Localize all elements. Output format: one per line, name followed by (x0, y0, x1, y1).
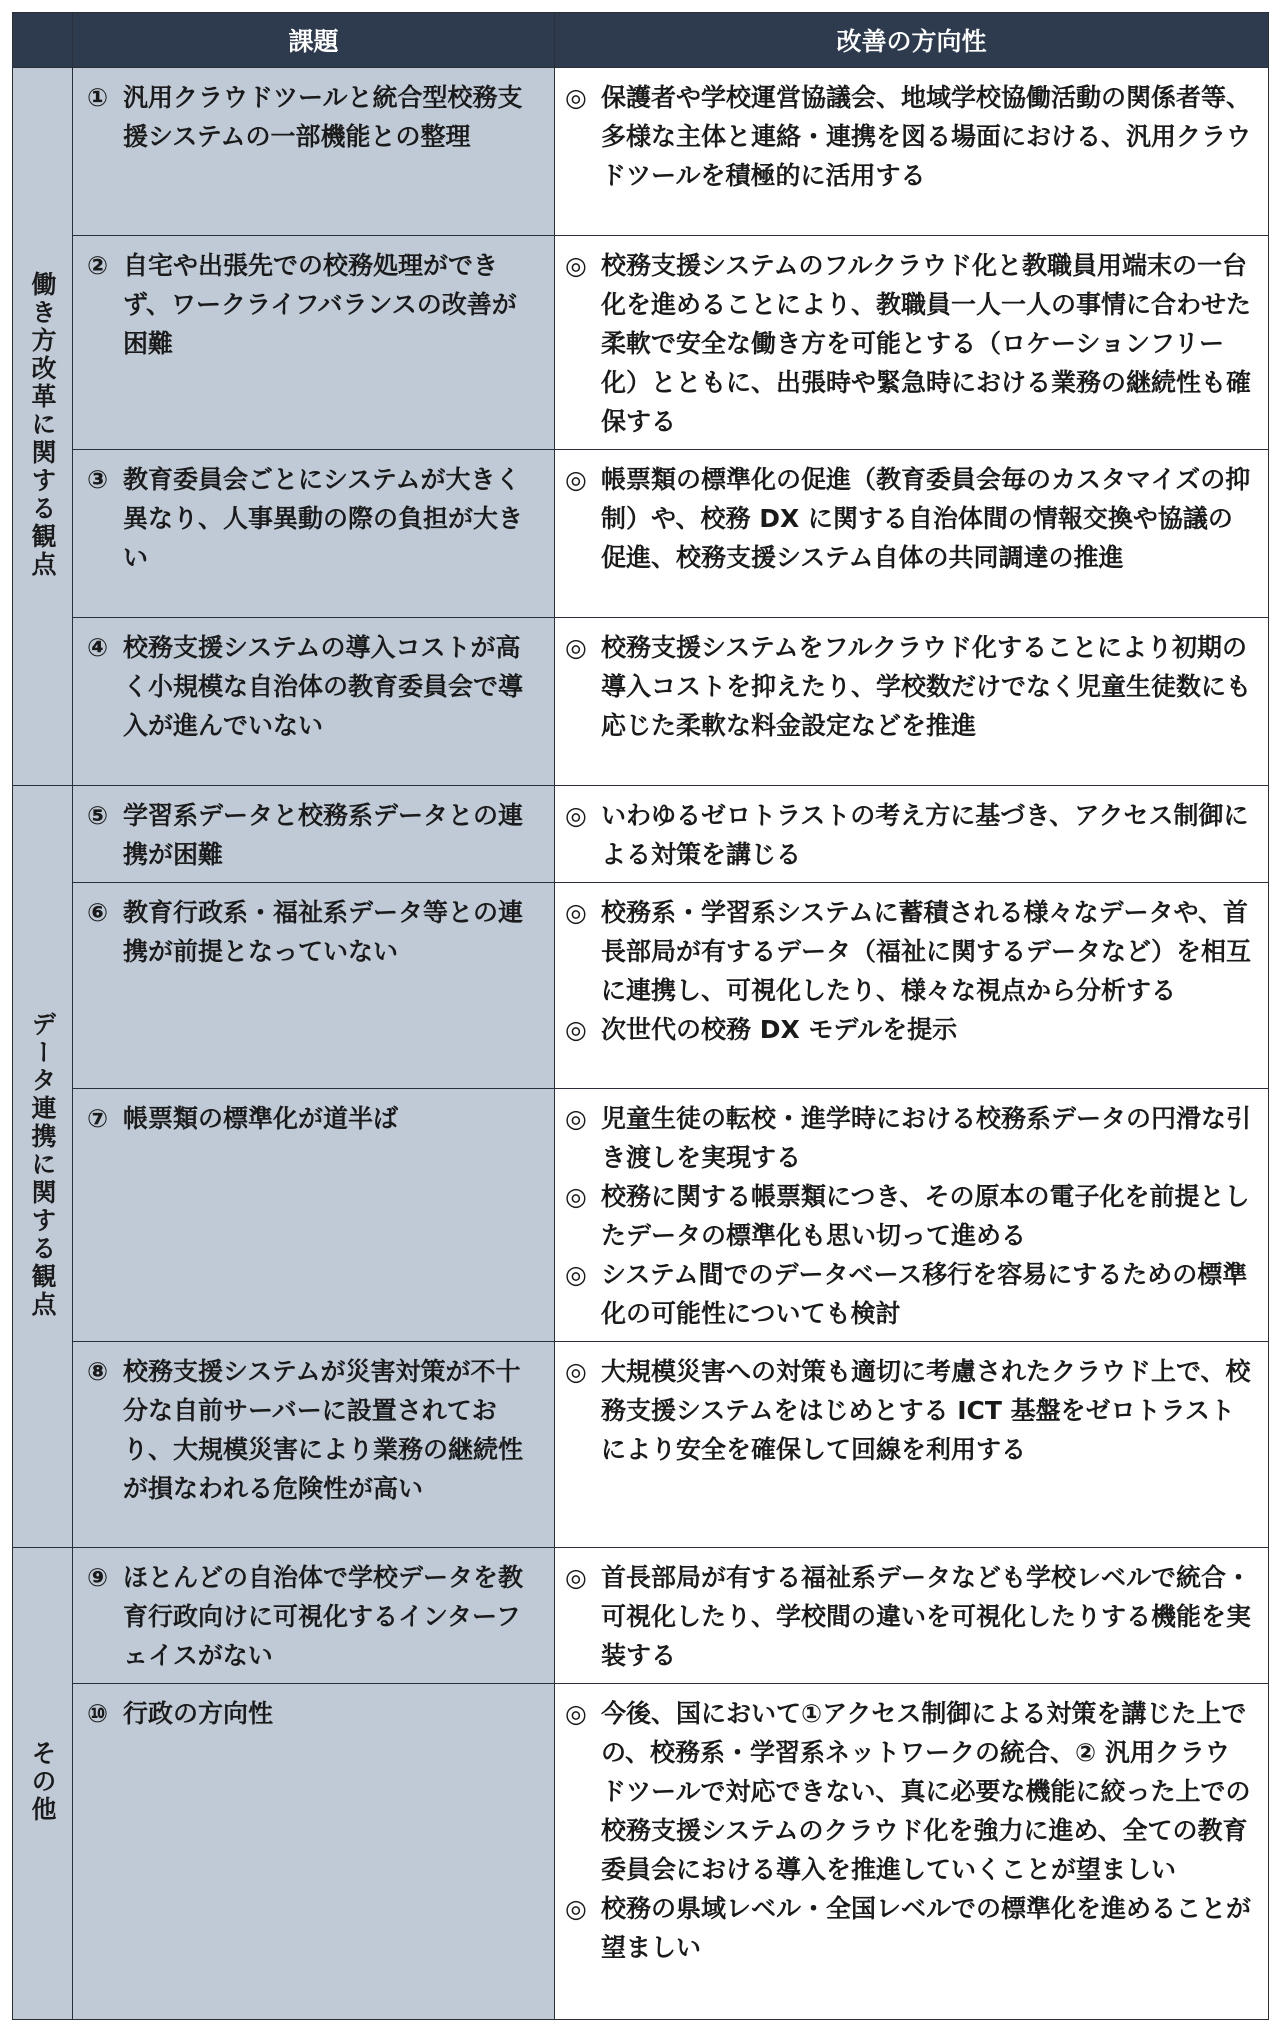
issue-cell (73, 236, 555, 450)
direction-text: 校務の県域レベル・全国レベルでの標準化を進めることが望ましい (601, 1894, 1252, 1962)
issue-number: ③ (87, 465, 109, 494)
issue-text: 帳票類の標準化が道半ば (123, 1104, 399, 1133)
direction-cell (555, 883, 1269, 1089)
direction-cell (555, 1342, 1269, 1548)
bullet-mark: ◎ (565, 1104, 587, 1133)
bullet-mark: ◎ (565, 465, 587, 494)
direction-cell (555, 1089, 1269, 1342)
table-row (13, 1548, 1269, 1684)
direction-text: システム間でのデータベース移行を容易にするための標準化の可能性についても検討 (601, 1260, 1248, 1328)
issue-number: ④ (87, 633, 109, 662)
direction-cell (555, 1548, 1269, 1684)
direction-cell (555, 1684, 1269, 2020)
issue-cell (73, 1089, 555, 1342)
bullet-mark: ◎ (565, 633, 587, 662)
category-other (13, 1548, 73, 2020)
table-row (13, 450, 1269, 618)
bullet-mark: ◎ (565, 1563, 587, 1592)
issue-cell (73, 1548, 555, 1684)
direction-cell (555, 450, 1269, 618)
direction-cell (555, 618, 1269, 786)
issue-text: ほとんどの自治体で学校データを教育行政向けに可視化するインターフェイスがない (123, 1563, 524, 1670)
direction-text: 大規模災害への対策も適切に考慮されたクラウド上で、校務支援システムをはじめとする ICT 基盤をゼロトラストにより安全を確保して回線を利用する (601, 1357, 1251, 1464)
issue-cell (73, 618, 555, 786)
category-label: データ連携に関する観点 (28, 1010, 57, 1319)
table-row (13, 618, 1269, 786)
issue-cell (73, 883, 555, 1089)
header-row (13, 13, 1269, 68)
direction-cell (555, 236, 1269, 450)
issue-number: ⑥ (87, 898, 109, 927)
category-work-style (13, 68, 73, 786)
table-row (13, 1342, 1269, 1548)
bullet-mark: ◎ (565, 801, 587, 830)
direction-text: 今後、国において①アクセス制御による対策を講じた上での、校務系・学習系ネットワークの統合、② 汎用クラウドツールで対応できない、真に必要な機能に絞った上での校務支援システムのクラウド化を強力に進め、全ての教育委員会における導入を推進していくことが望ましい (601, 1699, 1251, 1884)
bullet-mark: ◎ (565, 251, 587, 280)
issue-text: 校務支援システムの導入コストが高く小規模な自治体の教育委員会で導入が進んでいない (123, 633, 524, 740)
issue-cell (73, 450, 555, 618)
issue-text: 汎用クラウドツールと統合型校務支援システムの一部機能との整理 (123, 83, 523, 151)
issue-cell (73, 1684, 555, 2020)
table-row (13, 236, 1269, 450)
direction-text: いわゆるゼロトラストの考え方に基づき、アクセス制御による対策を講じる (601, 801, 1249, 869)
bullet-mark: ◎ (565, 1015, 587, 1044)
direction-text: 校務支援システムのフルクラウド化と教職員用端末の一台化を進めることにより、教職員一人一人の事情に合わせた柔軟で安全な働き方を可能とする（ロケーションフリー化）とともに、出張時や緊急時における業務の継続性も確保する (601, 251, 1252, 436)
issue-number: ⑨ (87, 1563, 109, 1592)
issue-cell (73, 786, 555, 883)
direction-text: 帳票類の標準化の促進（教育委員会毎のカスタマイズの抑制）や、校務 DX に関する自治体間の情報交換や協議の促進、校務支援システム自体の共同調達の推進 (601, 465, 1251, 572)
table-row (13, 786, 1269, 883)
direction-text: 次世代の校務 DX モデルを提示 (601, 1015, 958, 1044)
bullet-mark: ◎ (565, 898, 587, 927)
issue-text: 自宅や出張先での校務処理ができず、ワークライフバランスの改善が困難 (123, 251, 517, 358)
issue-number: ⑧ (87, 1357, 109, 1386)
issue-number: ⑤ (87, 801, 109, 830)
table-row (13, 1684, 1269, 2020)
issue-text: 教育委員会ごとにシステムが大きく異なり、人事異動の際の負担が大きい (123, 465, 524, 572)
direction-text: 保護者や学校運営協議会、地域学校協働活動の関係者等、多様な主体と連絡・連携を図る場面における、汎用クラウドツールを積極的に活用する (601, 83, 1252, 190)
header-direction: 改善の方向性 (555, 13, 1269, 68)
table-row (13, 68, 1269, 236)
bullet-mark: ◎ (565, 1260, 587, 1289)
issue-number: ② (87, 251, 109, 280)
header-issue: 課題 (73, 13, 555, 68)
issue-number: ⑦ (87, 1104, 109, 1133)
table-row (13, 1089, 1269, 1342)
header-corner (13, 13, 73, 68)
direction-text: 校務系・学習系システムに蓄積される様々なデータや、首長部局が有するデータ（福祉に関するデータなど）を相互に連携し、可視化したり、様々な視点から分析する (601, 898, 1252, 1005)
direction-cell (555, 786, 1269, 883)
category-data (13, 786, 73, 1548)
issue-cell (73, 68, 555, 236)
issue-text: 教育行政系・福祉系データ等との連携が前提となっていない (123, 898, 524, 966)
bullet-mark: ◎ (565, 1357, 587, 1386)
issue-text: 学習系データと校務系データとの連携が困難 (123, 801, 524, 869)
direction-text: 児童生徒の転校・進学時における校務系データの円滑な引き渡しを実現する (601, 1104, 1252, 1172)
direction-text: 校務に関する帳票類につき、その原本の電子化を前提としたデータの標準化も思い切って進める (601, 1182, 1250, 1250)
issue-number: ① (87, 83, 109, 112)
issue-cell (73, 1342, 555, 1548)
policy-table (12, 12, 1269, 2020)
issue-number: ⑩ (87, 1699, 109, 1728)
bullet-mark: ◎ (565, 1699, 587, 1728)
category-label: その他 (28, 1739, 57, 1824)
issue-text: 校務支援システムが災害対策が不十分な自前サーバーに設置されており、大規模災害により業務の継続性が損なわれる危険性が高い (123, 1357, 524, 1503)
bullet-mark: ◎ (565, 1182, 587, 1211)
category-label: 働き方改革に関する観点 (28, 270, 57, 579)
bullet-mark: ◎ (565, 1894, 587, 1923)
table-row (13, 883, 1269, 1089)
bullet-mark: ◎ (565, 83, 587, 112)
direction-text: 首長部局が有する福祉系データなども学校レベルで統合・可視化したり、学校間の違いを可視化したりする機能を実装する (601, 1563, 1252, 1670)
issue-text: 行政の方向性 (123, 1699, 274, 1728)
direction-text: 校務支援システムをフルクラウド化することにより初期の導入コストを抑えたり、学校数だけでなく児童生徒数にも応じた柔軟な料金設定などを推進 (601, 633, 1252, 740)
direction-cell (555, 68, 1269, 236)
